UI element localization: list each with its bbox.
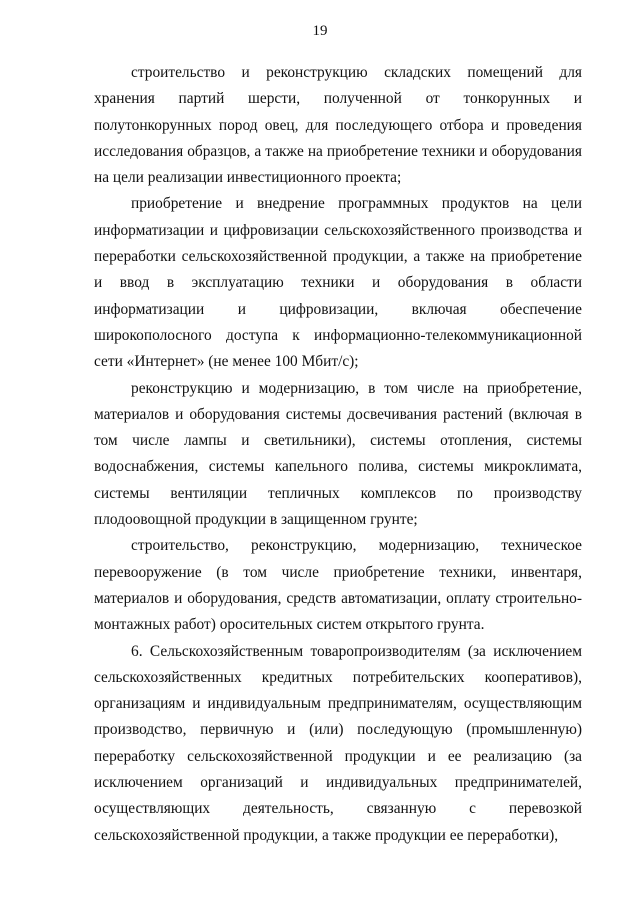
paragraph-irrigation-systems: строительство, реконструкцию, модернизацию, техническое перевооружение (в том числе приобретение техники, инвентаря, материалов и оборудования, средств автоматизации, оплату строительно-монтажных работ) оросительных систем открытого грунта. [94,537,582,634]
paragraph-item-6-producers: 6. Сельскохозяйственным товаропроизводителям (за исключением сельскохозяйственных кредитных потребительских кооперативов), организациям и индивидуальным предпринимателям, осуществляющим производство, первичную и (или) последующую (промышленную) переработку сельскохозяйственной продукции и ее реализацию (за исключением организаций и индивидуальных предпринимателей, осуществляющих деятельность, связанную с перевозкой сельскохозяйственной продукции, а также продукции ее переработки), [94,642,582,844]
paragraph-warehouse-construction: строительство и реконструкцию складских помещений для хранения партий шерсти, полученной от тонкорунных и полутонкорунных пород овец, для последующего отбора и проведения исследования образцов, а также на приобретение техники и оборудования на цели реализации инвестиционного проекта; [94,64,582,187]
document-body [94,60,582,849]
paragraph-software-digitalization: приобретение и внедрение программных продуктов на цели информатизации и цифровизации сельскохозяйственного производства и переработки сельскохозяйственной продукции, а также на приобретение и ввод в эксплуатацию техники и оборудования в области информатизации и цифровизации, включая обеспечение широкополосного доступа к информационно-телекоммуникационной сети «Интернет» (не менее 100 Мбит/с); [94,195,582,371]
paragraph-greenhouse-modernization: реконструкцию и модернизацию, в том числе на приобретение, материалов и оборудования системы досвечивания растений (включая в том числе лампы и светильники), системы отопления, системы водоснабжения, системы капельного полива, системы микроклимата, системы вентиляции тепличных комплексов по производству плодоовощной продукции в защищенном грунте; [94,379,582,529]
page-number: 19 [312,23,328,39]
